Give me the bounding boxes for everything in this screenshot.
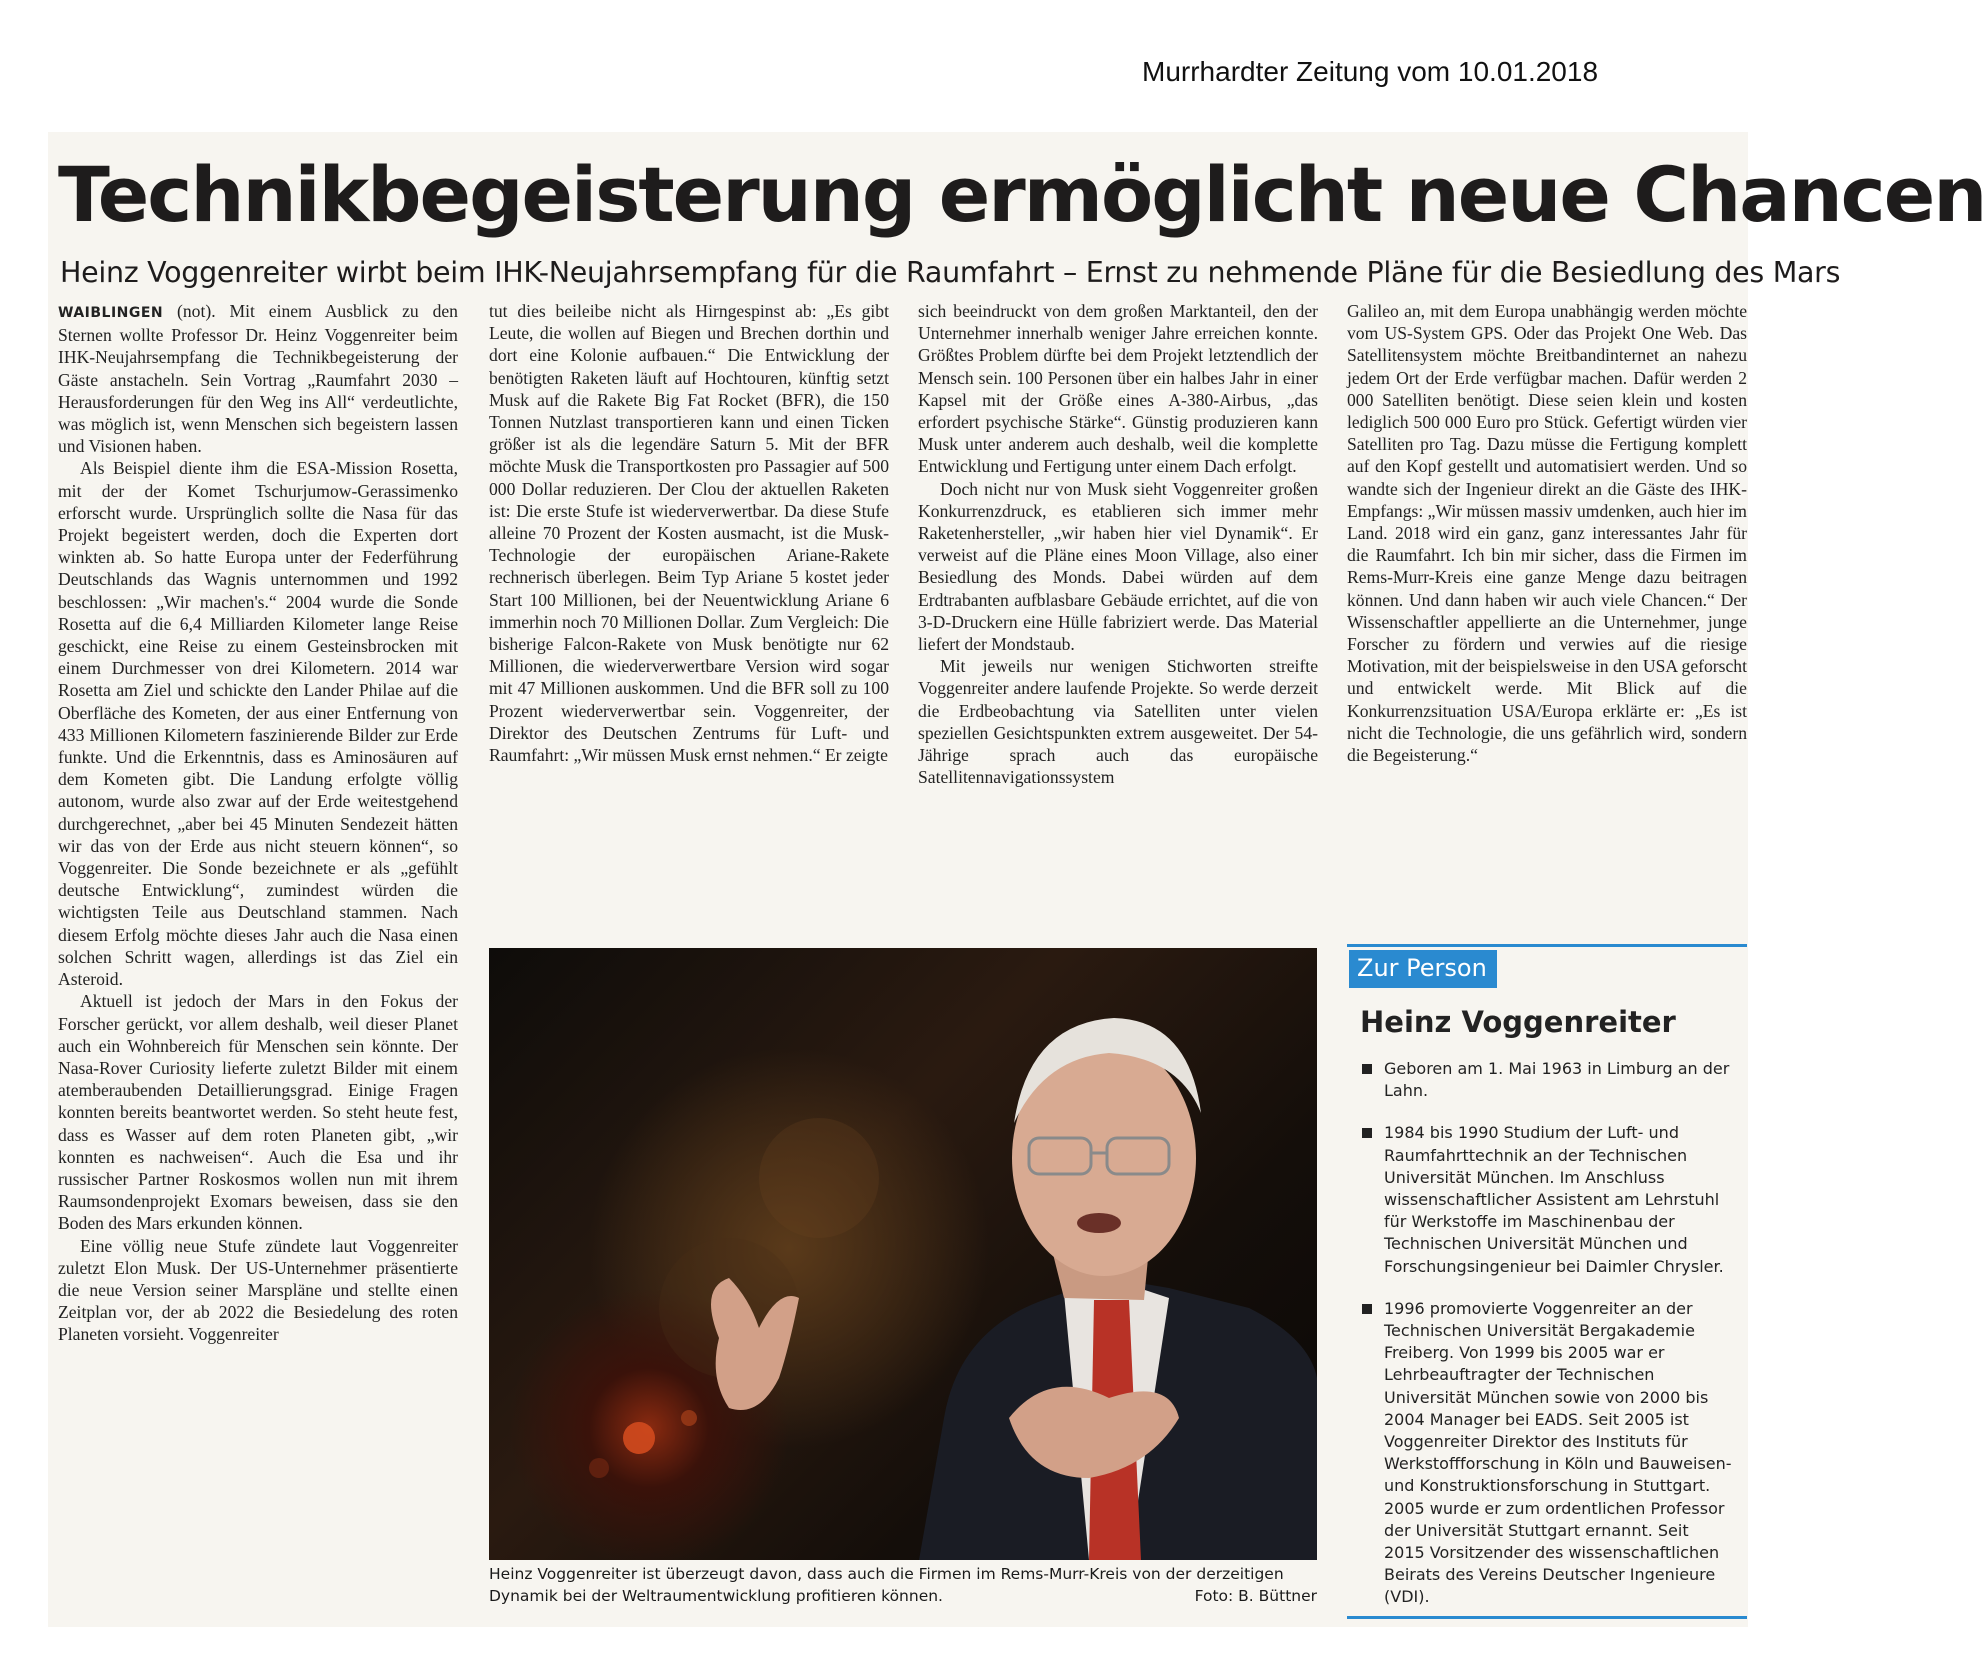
dateline: WAIBLINGEN <box>58 305 164 321</box>
headline: Technikbegeisterung ermöglicht neue Chancen <box>58 150 1985 239</box>
photo-caption <box>489 1563 1317 1607</box>
list-item-text: Geboren am 1. Mai 1963 in Limburg an der Lahn. <box>1384 1059 1730 1101</box>
bullet-icon <box>1362 1304 1372 1314</box>
paragraph: tut dies beileibe nicht als Hirngespinst ab: „Es gibt Leute, die wollen auf Biegen und Brechen dorthin und dort eine Kolonie aufbauen.“ Die Entwicklung der benötigten Raketen läuft auf Hochtouren, künftig setzt Musk auf die Rakete Big Fat Rocket (BFR), die 150 Tonnen Nutzlast transportieren kann und einen Ticken größer ist als die legendäre Saturn 5. Mit der BFR möchte Musk die Transportkosten pro Passagier auf 500 000 Dollar reduzieren. Der Clou der aktuellen Raketen ist: Die erste Stufe ist wiederverwertbar. Da diese Stufe alleine 70 Prozent der Kosten ausmacht, ist die Musk-Technologie der europäischen Ariane-Rakete rechnerisch überlegen. Beim Typ Ariane 5 kostet jeder Start 100 Millionen, bei der Neuentwicklung Ariane 6 immerhin noch 70 Millionen Dollar. Zum Vergleich: Die bisherige Falcon-Rakete von Musk benötigte nur 62 Millionen, die wiederverwertbare Version wird sogar mit 47 Millionen auskommen. Und die BFR soll zu 100 Prozent wiederverwertbar sein. Voggenreiter, der Direktor des Deutschen Zentrums für Luft- und Raumfahrt: „Wir müssen Musk ernst nehmen.“ Er zeigte <box>489 301 889 766</box>
article-column-2 <box>489 300 889 766</box>
paragraph: Aktuell ist jedoch der Mars in den Fokus der Forscher gerückt, vor allem deshalb, weil dieser Planet auch ein Wohnbereich für Menschen sein könnte. Der Nasa-Rover Curiosity lieferte zuletzt Bilder mit einem atemberaubenden Detaillierungsgrad. Einige Fragen konnten bereits beantwortet werden. So steht heute fest, dass es Wasser auf dem roten Planeten gibt, „wir konnten es nachweisen“. Auch die Esa und ihr russischer Partner Roskosmos wollen nun mit ihrem Raumsondenprojekt Exomars beweisen, dass sie den Boden des Mars erkunden können. <box>58 991 458 1234</box>
paragraph: Doch nicht nur von Musk sieht Voggenreiter großen Konkurrenzdruck, es etablieren sich immer mehr Raketenhersteller, „wir haben hier viel Dynamik“. Er verweist auf die Pläne eines Moon Village, also einer Besiedlung des Monds. Dabei würden auf dem Erdtrabanten aufblasbare Gebäude errichtet, auf die von 3-D-Druckern eine Hülle fabriziert werde. Das Material liefert der Mondstaub. <box>918 478 1318 655</box>
paragraph <box>58 300 458 457</box>
list-item <box>1362 1298 1732 1609</box>
sidebar-top-rule <box>1347 944 1747 947</box>
sidebar-bottom-rule <box>1347 1616 1747 1619</box>
sidebar-person-name: Heinz Voggenreiter <box>1360 1005 1676 1039</box>
subheadline: Heinz Voggenreiter wirbt beim IHK-Neujahrsempfang für die Raumfahrt – Ernst zu nehmende Pläne für die Besiedlung des Mars <box>60 256 1841 289</box>
speaker-illustration <box>489 948 1317 1560</box>
bullet-icon <box>1362 1128 1372 1138</box>
paragraph: Als Beispiel diente ihm die ESA-Mission Rosetta, mit der der Komet Tschurjumow-Gerassimenko erforscht wurde. Ursprünglich sollte die Nasa für das Projekt begeistert werden, doch die Experten dort winkten ab. So hatte Europa unter der Federführung Deutschlands das Wagnis unternommen und 1992 beschlossen: „Wir machen's.“ 2004 wurde die Sonde Rosetta auf die 6,4 Milliarden Kilometer lange Reise geschickt, eine Reise zu einem Gesteinsbrocken mit einem Durchmesser von drei Kilometern. 2014 war Rosetta am Ziel und schickte den Lander Philae auf die Oberfläche des Kometen, der aus einer Entfernung von 433 Millionen Kilometern faszinierende Bilder zur Erde funkte. Und die Erkenntnis, dass es Aminosäuren auf dem Kometen gibt. Die Landung erfolgte völlig autonom, wurde also zwar auf der Erde weitestgehend durchgerechnet, „aber bei 45 Minuten Sendezeit hätten wir das von der Erde aus nicht steuern können“, so Voggenreiter. Die Sonde bezeichnete er als „gefühlt deutsche Entwicklung“, zumindest würden die wichtigsten Teile aus Deutschland stammen. Nach diesem Erfolg möchte dieses Jahr auch die Nasa einen solchen Schritt wagen, allerdings ist das Ziel ein Asteroid. <box>58 458 458 990</box>
photo-credit: Foto: B. Büttner <box>1194 1587 1317 1605</box>
paragraph: Galileo an, mit dem Europa unabhängig werden möchte vom US-System GPS. Oder das Projekt One Web. Das Satellitensystem möchte Breitbandinternet an nahezu jedem Ort der Erde verfügbar machen. Dafür werden 2 000 Satelliten benötigt. Diese seien klein und kosten lediglich 500 000 Euro pro Stück. Gefertigt würden vier Satelliten pro Tag. Dazu müsse die Fertigung komplett auf den Kopf gestellt und automatisiert werden. Und so wandte sich der Ingenieur direkt an die Gäste des IHK-Empfangs: „Wir müssen massiv umdenken, auch hier im Land. 2018 wird ein ganz, ganz interessantes Jahr für die Raumfahrt. Ich bin mir sicher, dass die Firmen im Rems-Murr-Kreis eine ganze Menge dazu beitragen können. Und dann haben wir auch viele Chancen.“ Der Wissenschaftler appellierte an die Unternehmer, junge Forscher zu fördern und verwies auf die riesige Motivation, mit der beispielsweise in den USA geforscht und entwickelt werde. Mit Blick auf die Konkurrenzsituation USA/Europa erklärte er: „Es ist nicht die Technologie, die uns gefährlich wird, sondern die Begeisterung.“ <box>1347 301 1747 766</box>
caption-text: Heinz Voggenreiter ist überzeugt davon, dass auch die Firmen im Rems-Murr-Kreis von der derzeitigen Dynamik bei der Weltraumentwicklung profitieren können. <box>489 1565 1284 1605</box>
article-column-3 <box>918 300 1318 788</box>
sidebar-bio-list <box>1362 1058 1732 1629</box>
bullet-icon <box>1362 1064 1372 1074</box>
article-column-1 <box>58 300 458 1346</box>
sidebar-tag: Zur Person <box>1349 950 1497 988</box>
paragraph: sich beeindruckt von dem großen Marktanteil, den der Unternehmer innerhalb weniger Jahre erreichen konnte. Größtes Problem dürfte bei dem Projekt letztendlich der Mensch sein. 100 Personen über ein halbes Jahr in einer Kapsel mit der Größe eines A-380-Airbus, „das erfordert psychische Stärke“. Günstig produzieren kann Musk unter anderem auch deshalb, weil die komplette Entwicklung und Fertigung unter einem Dach erfolgt. <box>918 301 1318 477</box>
list-item <box>1362 1058 1732 1102</box>
paragraph: Mit jeweils nur wenigen Stichworten streifte Voggenreiter andere laufende Projekte. So werde derzeit die Erdbeobachtung via Satelliten unter vielen speziellen Gesichtspunkten extrem ausgeweitet. Der 54-Jährige sprach auch das europäische Satellitennavigationssystem <box>918 656 1318 788</box>
list-item-text: 1996 promovierte Voggenreiter an der Technischen Universität Bergakademie Freiberg. Von 1999 bis 2005 war er Lehrbeauftragter der Technischen Universität München sowie von 2000 bis 2004 Manager bei EADS. Seit 2005 ist Voggenreiter Direktor des Instituts für Werkstoffforschung in Köln und Bauweisen- und Konstruktionsforschung in Stuttgart. 2005 wurde er zum ordentlichen Professor der Universität Stuttgart ernannt. Seit 2015 Vorsitzender des wissenschaftlichen Beirats des Vereins Deutscher Ingenieure (VDI). <box>1384 1298 1732 1607</box>
paragraph: Eine völlig neue Stufe zündete laut Voggenreiter zuletzt Elon Musk. Der US-Unternehmer präsentierte die neue Version seiner Marspläne und stellte einen Zeitplan vor, der ab 2022 die Besiedelung des roten Planeten vorsieht. Voggenreiter <box>58 1235 458 1345</box>
article-column-4 <box>1347 300 1747 766</box>
list-item-text: 1984 bis 1990 Studium der Luft- und Raumfahrttechnik an der Technischen Universität München. Im Anschluss wissenschaftlicher Assistent am Lehrstuhl für Werkstoffe im Maschinenbau der Technischen Universität München und Forschungsingenieur bei Daimler Chrysler. <box>1384 1123 1724 1276</box>
speaker-photo <box>489 948 1317 1560</box>
source-line: Murrhardter Zeitung vom 10.01.2018 <box>1142 56 1599 87</box>
list-item <box>1362 1122 1732 1277</box>
paragraph-text: (not). Mit einem Ausblick zu den Sternen wollte Professor Dr. Heinz Voggenreiter beim IHK-Neujahrsempfang die Technikbegeisterung der Gäste anstacheln. Sein Vortrag „Raumfahrt 2030 – Herausforderungen für den Weg ins All“ verdeutlichte, was möglich ist, wenn Menschen sich begeistern lassen und Visionen haben. <box>58 301 458 457</box>
